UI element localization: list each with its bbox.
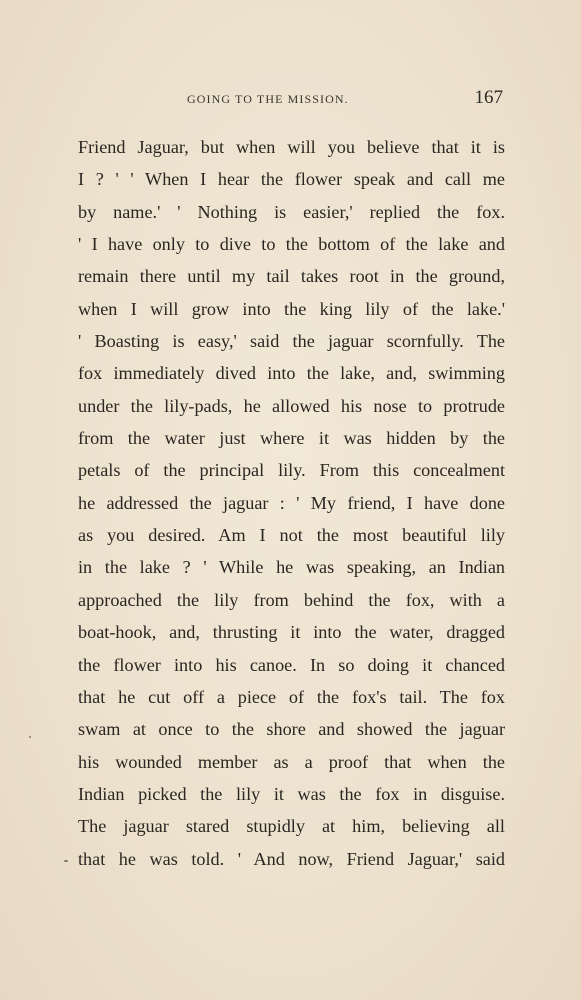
text-line: Friend Jaguar, but when will you believe that it is [78, 137, 505, 157]
text-line: the flower into his canoe. In so doing it chanced [78, 654, 505, 675]
text-line: that he was told. ' And now, Friend Jaguar,' said [78, 848, 505, 869]
text-line: his wounded member as a proof that when the [78, 751, 505, 772]
text-line: ' Boasting is easy,' said the jaguar scornfully. The [78, 331, 505, 352]
text-line: petals of the principal lily. From this concealment [78, 460, 505, 481]
text-line: ' I have only to dive to the bottom of the lake and [78, 234, 505, 255]
text-line: Indian picked the lily it was the fox in disguise. [78, 783, 505, 804]
text-line: in the lake ? ' While he was speaking, an Indian [78, 557, 505, 578]
text-line: remain there until my tail takes root in the ground, [78, 266, 505, 287]
text-line: swam at once to the shore and showed the jaguar [78, 719, 505, 740]
margin-speck [64, 860, 68, 862]
text-line: I ? ' ' When I hear the flower speak and call me [78, 169, 505, 190]
margin-speck [29, 736, 31, 738]
text-line: he addressed the jaguar : ' My friend, I have done [78, 492, 505, 513]
text-line: by name.' ' Nothing is easier,' replied the fox. [78, 201, 505, 222]
text-line: boat-hook, and, thrusting it into the water, dragged [78, 622, 505, 643]
page-number: 167 [474, 87, 503, 108]
text-line: as you desired. Am I not the most beautiful lily [78, 525, 505, 546]
text-line: that he cut off a piece of the fox's tail. The fox [78, 686, 505, 707]
text-line: from the water just where it was hidden by the [78, 428, 505, 449]
running-head [78, 88, 505, 112]
text-line: fox immediately dived into the lake, and, swimming [78, 363, 505, 384]
running-title: GOING TO THE MISSION. [187, 92, 349, 106]
text-line: approached the lily from behind the fox, with a [78, 589, 505, 610]
text-line: under the lily-pads, he allowed his nose to protrude [78, 395, 505, 416]
text-line: when I will grow into the king lily of the lake.' [78, 298, 505, 319]
body-text [78, 131, 505, 875]
text-line: The jaguar stared stupidly at him, believing all [78, 816, 505, 837]
